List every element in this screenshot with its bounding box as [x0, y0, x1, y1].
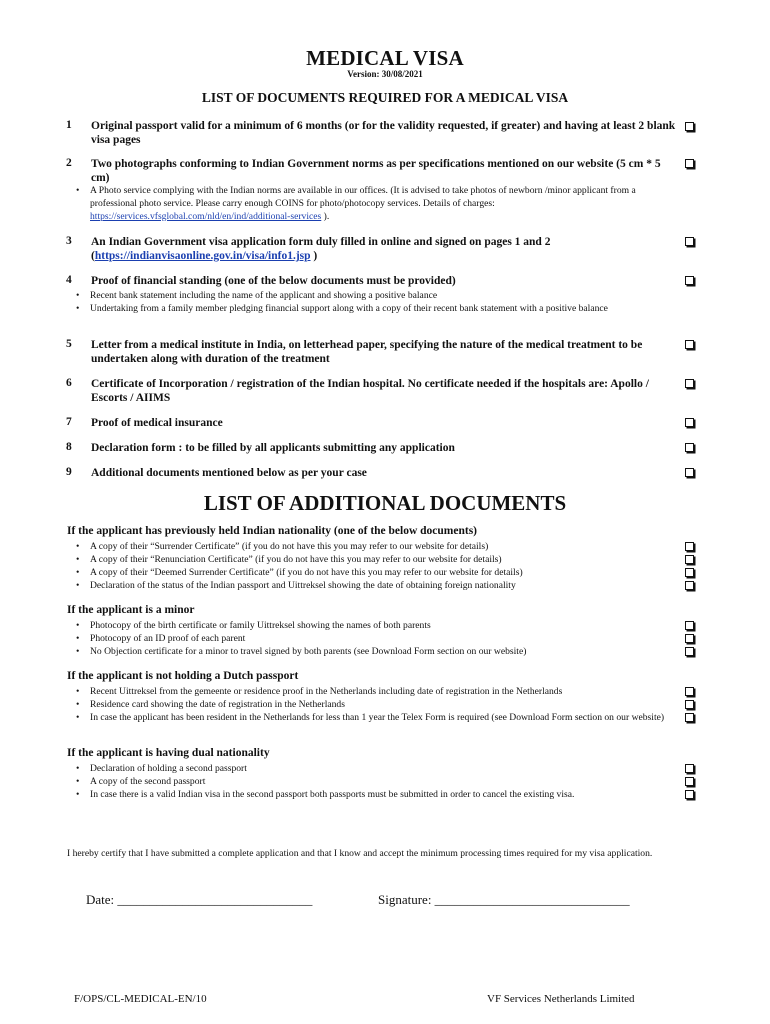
checkbox-icon[interactable]: [685, 237, 694, 246]
item-text: Additional documents mentioned below as per your case: [91, 467, 367, 479]
item-number: 9: [66, 466, 72, 478]
section-title: If the applicant is a minor: [67, 604, 195, 616]
bullet-icon: •: [76, 633, 80, 644]
vfs-charges-link[interactable]: https://services.vfsglobal.com/nld/en/ind/additional-services: [90, 211, 322, 222]
checkbox-icon[interactable]: [685, 777, 694, 786]
bullet-icon: •: [76, 554, 80, 565]
bullet-icon: •: [76, 789, 80, 800]
bullet-text: No Objection certificate for a minor to travel signed by both parents (see Download Form section on our website): [90, 646, 527, 657]
bullet-icon: •: [76, 646, 80, 657]
checkbox-icon[interactable]: [685, 568, 694, 577]
version-label: Version: 30/08/2021: [347, 69, 423, 79]
checkbox-icon[interactable]: [685, 687, 694, 696]
bullet-icon: •: [76, 290, 80, 301]
bullet-icon: •: [76, 620, 80, 631]
checkbox-icon[interactable]: [685, 713, 694, 722]
bullet-icon: •: [76, 567, 80, 578]
photo-service-note: A Photo service complying with the Indian norms are available in our offices. (It is advised to take photos of newborn /minor applicant from a professional photo service. Please carry enough COINS for photo/photocopy services. Details of charges: https://services.vfsglobal.com/nld/en/ind/additional-services ).: [90, 185, 636, 222]
bullet-text: Declaration of holding a second passport: [90, 763, 247, 774]
item-number: 2: [66, 157, 72, 169]
bullet-text: In case the applicant has been resident in the Netherlands for less than 1 year the Telex Form is required (see Download Form section on our website): [90, 712, 665, 723]
item-number: 7: [66, 416, 72, 428]
bullet-text: A copy of their “Renunciation Certificate” (if you do not have this you may refer to our website for details): [90, 554, 502, 565]
item-text: Proof of medical insurance: [91, 417, 223, 429]
bullet-text: Undertaking from a family member pledging financial support along with a copy of their recent bank statement with a positive balance: [90, 303, 608, 314]
bullet-icon: •: [76, 185, 80, 196]
item-number: 4: [66, 274, 72, 286]
page-title: MEDICAL VISA: [306, 46, 464, 70]
item-text: Letter from a medical institute in India, on letterhead paper, specifying the nature of the medical treatment to be undertaken along with duration of the treatment: [91, 339, 643, 365]
item-text: Original passport valid for a minimum of 6 months (or for the validity requested, if greater) and having at least 2 blank visa pages: [91, 120, 676, 146]
checkbox-icon[interactable]: [685, 542, 694, 551]
bullet-icon: •: [76, 712, 80, 723]
bullet-icon: •: [76, 699, 80, 710]
bullet-text: Recent Uittreksel from the gemeente or residence proof in the Netherlands including date of registration in the Netherlands: [90, 686, 563, 697]
checkbox-icon[interactable]: [685, 276, 694, 285]
bullet-text: Declaration of the status of the Indian passport and Uittreksel showing the date of obtaining foreign nationality: [90, 580, 516, 591]
checkbox-icon[interactable]: [685, 790, 694, 799]
form-code: F/OPS/CL-MEDICAL-EN/10: [74, 993, 207, 1005]
section-title: If the applicant is not holding a Dutch passport: [67, 670, 299, 682]
bullet-icon: •: [76, 580, 80, 591]
item-number: 3: [66, 235, 72, 247]
item-text: Two photographs conforming to Indian Government norms as per specifications mentioned on our website (5 cm * 5 cm): [91, 158, 661, 184]
checkbox-icon[interactable]: [685, 122, 694, 131]
bullet-text: A copy of the second passport: [90, 776, 206, 787]
item-number: 6: [66, 377, 72, 389]
certification-statement: I hereby certify that I have submitted a complete application and that I know and accept the minimum processing times required for my visa application.: [67, 848, 653, 859]
date-field[interactable]: Date: ______________________________: [86, 892, 313, 907]
bullet-text: A copy of their “Surrender Certificate” (if you do not have this you may refer to our website for details): [90, 541, 489, 552]
bullet-icon: •: [76, 541, 80, 552]
signature-field[interactable]: Signature: ______________________________: [378, 892, 630, 907]
bullet-text: In case there is a valid Indian visa in the second passport both passports must be submitted in order to cancel the existing visa.: [90, 789, 575, 800]
checkbox-icon[interactable]: [685, 159, 694, 168]
section-title: If the applicant has previously held Indian nationality (one of the below documents): [67, 525, 478, 537]
additional-documents-heading: LIST OF ADDITIONAL DOCUMENTS: [203, 491, 567, 515]
checkbox-icon[interactable]: [685, 621, 694, 630]
item-text: Certificate of Incorporation / registration of the Indian hospital. No certificate needed if the hospitals are: Apollo / Escorts / AIIMS: [91, 378, 649, 404]
checkbox-icon[interactable]: [685, 468, 694, 477]
checkbox-icon[interactable]: [685, 764, 694, 773]
item-number: 5: [66, 338, 72, 350]
bullet-icon: •: [76, 763, 80, 774]
checkbox-icon[interactable]: [685, 443, 694, 452]
bullet-text: Recent bank statement including the name of the applicant and showing a positive balance: [90, 290, 438, 301]
checkbox-icon[interactable]: [685, 418, 694, 427]
bullet-text: Photocopy of an ID proof of each parent: [90, 633, 246, 644]
checkbox-icon[interactable]: [685, 340, 694, 349]
item-text: Proof of financial standing (one of the below documents must be provided): [91, 275, 456, 287]
section-title: If the applicant is having dual nationality: [67, 747, 270, 759]
indian-visa-online-link[interactable]: https://indianvisaonline.gov.in/visa/info1.jsp: [94, 250, 311, 262]
item-text: An Indian Government visa application form duly filled in online and signed on pages 1 and 2 (https://indianvisaonline.gov.in/visa/info1.jsp ): [91, 236, 551, 262]
item-text: Declaration form : to be filled by all applicants submitting any application: [91, 442, 455, 454]
required-documents-heading: LIST OF DOCUMENTS REQUIRED FOR A MEDICAL VISA: [201, 90, 569, 105]
checkbox-icon[interactable]: [685, 647, 694, 656]
bullet-icon: •: [76, 686, 80, 697]
checkbox-icon[interactable]: [685, 634, 694, 643]
company-name: VF Services Netherlands Limited: [487, 993, 635, 1005]
checkbox-icon[interactable]: [685, 700, 694, 709]
checkbox-icon[interactable]: [685, 379, 694, 388]
item-number: 1: [66, 119, 72, 131]
bullet-text: Residence card showing the date of registration in the Netherlands: [90, 699, 345, 710]
bullet-icon: •: [76, 776, 80, 787]
bullet-text: A copy of their “Deemed Surrender Certificate” (if you do not have this you may refer to our website for details): [90, 567, 523, 578]
bullet-icon: •: [76, 303, 80, 314]
bullet-text: Photocopy of the birth certificate or family Uittreksel showing the names of both parents: [90, 620, 431, 631]
item-number: 8: [66, 441, 72, 453]
checkbox-icon[interactable]: [685, 555, 694, 564]
checkbox-icon[interactable]: [685, 581, 694, 590]
